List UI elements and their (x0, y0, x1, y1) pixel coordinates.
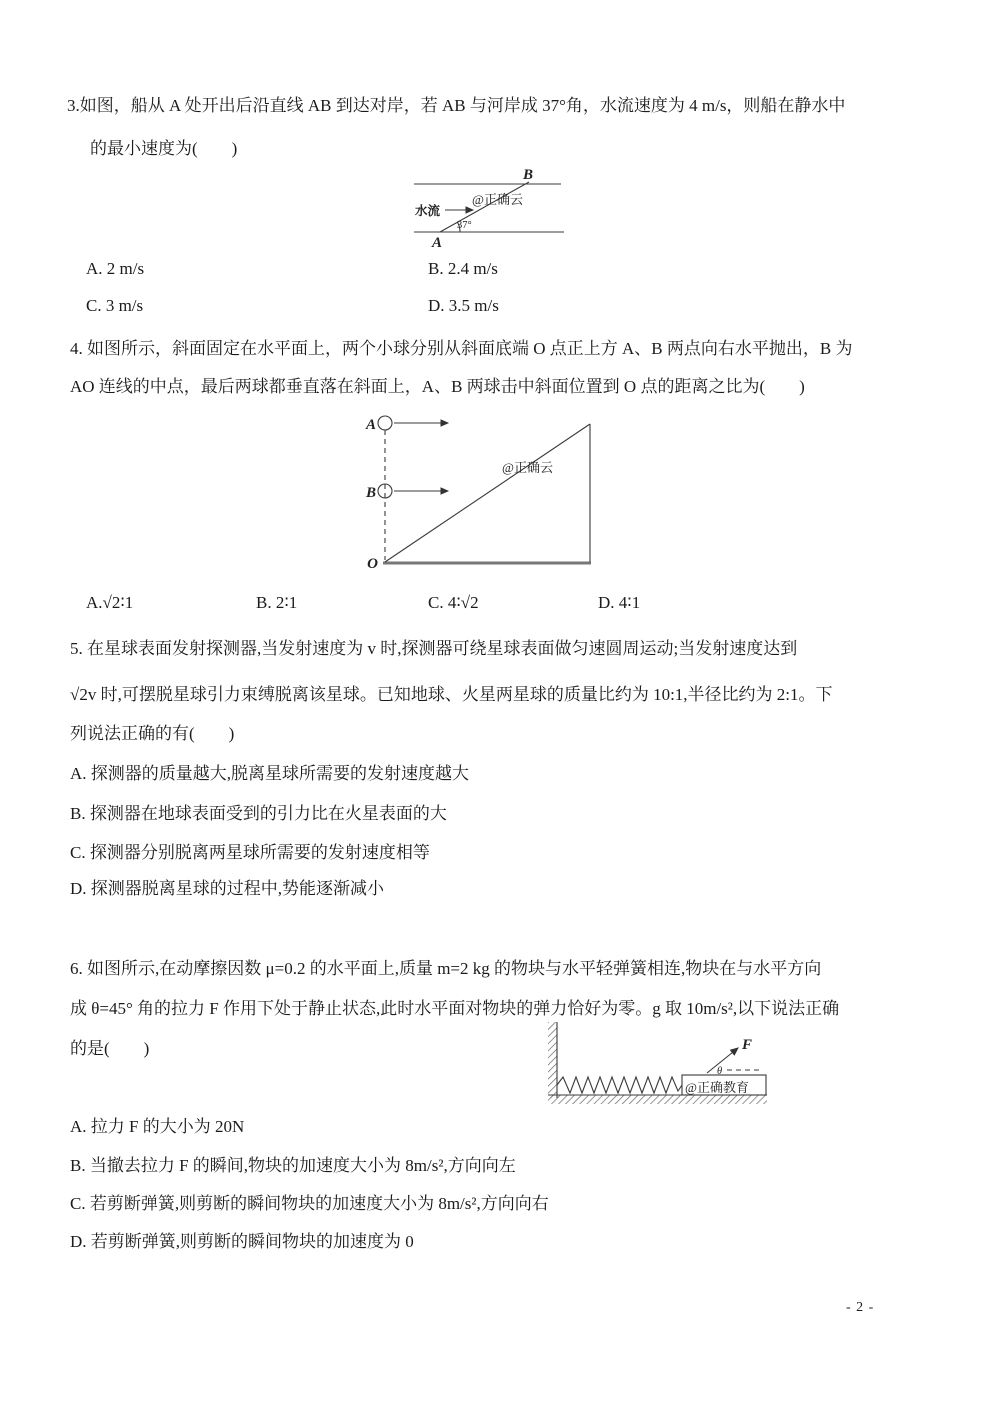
point-a-label: A (432, 235, 443, 250)
q5-text-line-2: √2v 时,可摆脱星球引力束缚脱离该星球。已知地球、火星两星球的质量比约为 10:1,半径比约为 2:1。下 (70, 685, 833, 704)
ground-hatching (548, 1095, 767, 1104)
incline-hypotenuse (385, 424, 590, 562)
ball-a (378, 416, 392, 430)
q5-option-c: C. 探测器分别脱离两星球所需要的发射速度相等 (70, 843, 430, 862)
q4-option-c: C. 4∶√2 (428, 593, 479, 612)
q5-option-b: B. 探测器在地球表面受到的引力比在火星表面的大 (70, 804, 447, 823)
watermark: @正确教育 (685, 1080, 749, 1095)
force-f-arrow (707, 1048, 738, 1073)
q4-option-b: B. 2∶1 (256, 593, 298, 612)
q3-text-line-2: 的最小速度为( ) (90, 139, 238, 158)
q4-option-d: D. 4∶1 (598, 593, 641, 612)
q5-text-line-3: 列说法正确的有( ) (70, 724, 235, 743)
boat-path-ab-line (440, 182, 529, 232)
spring (557, 1077, 682, 1093)
watermark: @正确云 (472, 192, 523, 207)
q4-text-line-1: 4. 如图所示，斜面固定在水平面上，两个小球分别从斜面底端 O 点正上方 A、B 两点向右水平抛出，B 为 (70, 339, 853, 358)
force-f-label: F (742, 1037, 753, 1053)
q3-river-diagram (412, 168, 566, 250)
q5-option-a: A. 探测器的质量越大,脱离星球所需要的发射速度越大 (70, 764, 470, 783)
q5-option-d: D. 探测器脱离星球的过程中,势能逐渐减小 (70, 879, 385, 898)
wall-hatching (548, 1022, 557, 1098)
q3-option-a: A. 2 m/s (86, 259, 145, 278)
point-b-label: B (523, 168, 534, 183)
point-o-label: O (367, 556, 378, 572)
q6-option-d: D. 若剪断弹簧,则剪断的瞬间物块的加速度为 0 (70, 1232, 414, 1251)
q6-option-b: B. 当撤去拉力 F 的瞬间,物块的加速度大小为 8m/s²,方向向左 (70, 1156, 516, 1175)
q3-option-c: C. 3 m/s (86, 296, 144, 315)
q6-option-c: C. 若剪断弹簧,则剪断的瞬间物块的加速度大小为 8m/s²,方向向右 (70, 1194, 549, 1213)
q4-option-a: A.√2∶1 (86, 593, 134, 612)
page-number: - 2 - (846, 1300, 875, 1315)
q6-text-line-2: 成 θ=45° 角的拉力 F 作用下处于静止状态,此时水平面对物块的弹力恰好为零。g 取 10m/s²,以下说法正确 (70, 999, 840, 1018)
q6-option-a: A. 拉力 F 的大小为 20N (70, 1117, 245, 1136)
angle-label: 37° (457, 220, 472, 231)
q3-option-d: D. 3.5 m/s (428, 296, 499, 315)
q6-text-line-1: 6. 如图所示,在动摩擦因数 μ=0.2 的水平面上,质量 m=2 kg 的物块与水平轻弹簧相连,物块在与水平方向 (70, 959, 822, 978)
q3-text-line-1: 3.如图，船从 A 处开出后沿直线 AB 到达对岸，若 AB 与河岸成 37°角，水流速度为 4 m/s，则船在静水中 (67, 96, 846, 115)
point-b-label: B (365, 485, 376, 501)
q6-spring-block-diagram (545, 1018, 777, 1108)
q4-text-line-2: AO 连线的中点，最后两球都垂直落在斜面上，A、B 两球击中斜面位置到 O 点的距离之比为( ) (70, 377, 805, 396)
watermark: @正确云 (502, 460, 553, 475)
theta-label: θ (717, 1066, 723, 1077)
q3-option-b: B. 2.4 m/s (428, 259, 498, 278)
q6-text-line-3: 的是( ) (70, 1039, 150, 1058)
point-a-label: A (365, 417, 376, 433)
q4-incline-diagram (352, 410, 598, 574)
water-flow-label: 水流 (415, 204, 441, 218)
q5-text-line-1: 5. 在星球表面发射探测器,当发射速度为 v 时,探测器可绕星球表面做匀速圆周运动;当发射速度达到 (70, 639, 798, 658)
